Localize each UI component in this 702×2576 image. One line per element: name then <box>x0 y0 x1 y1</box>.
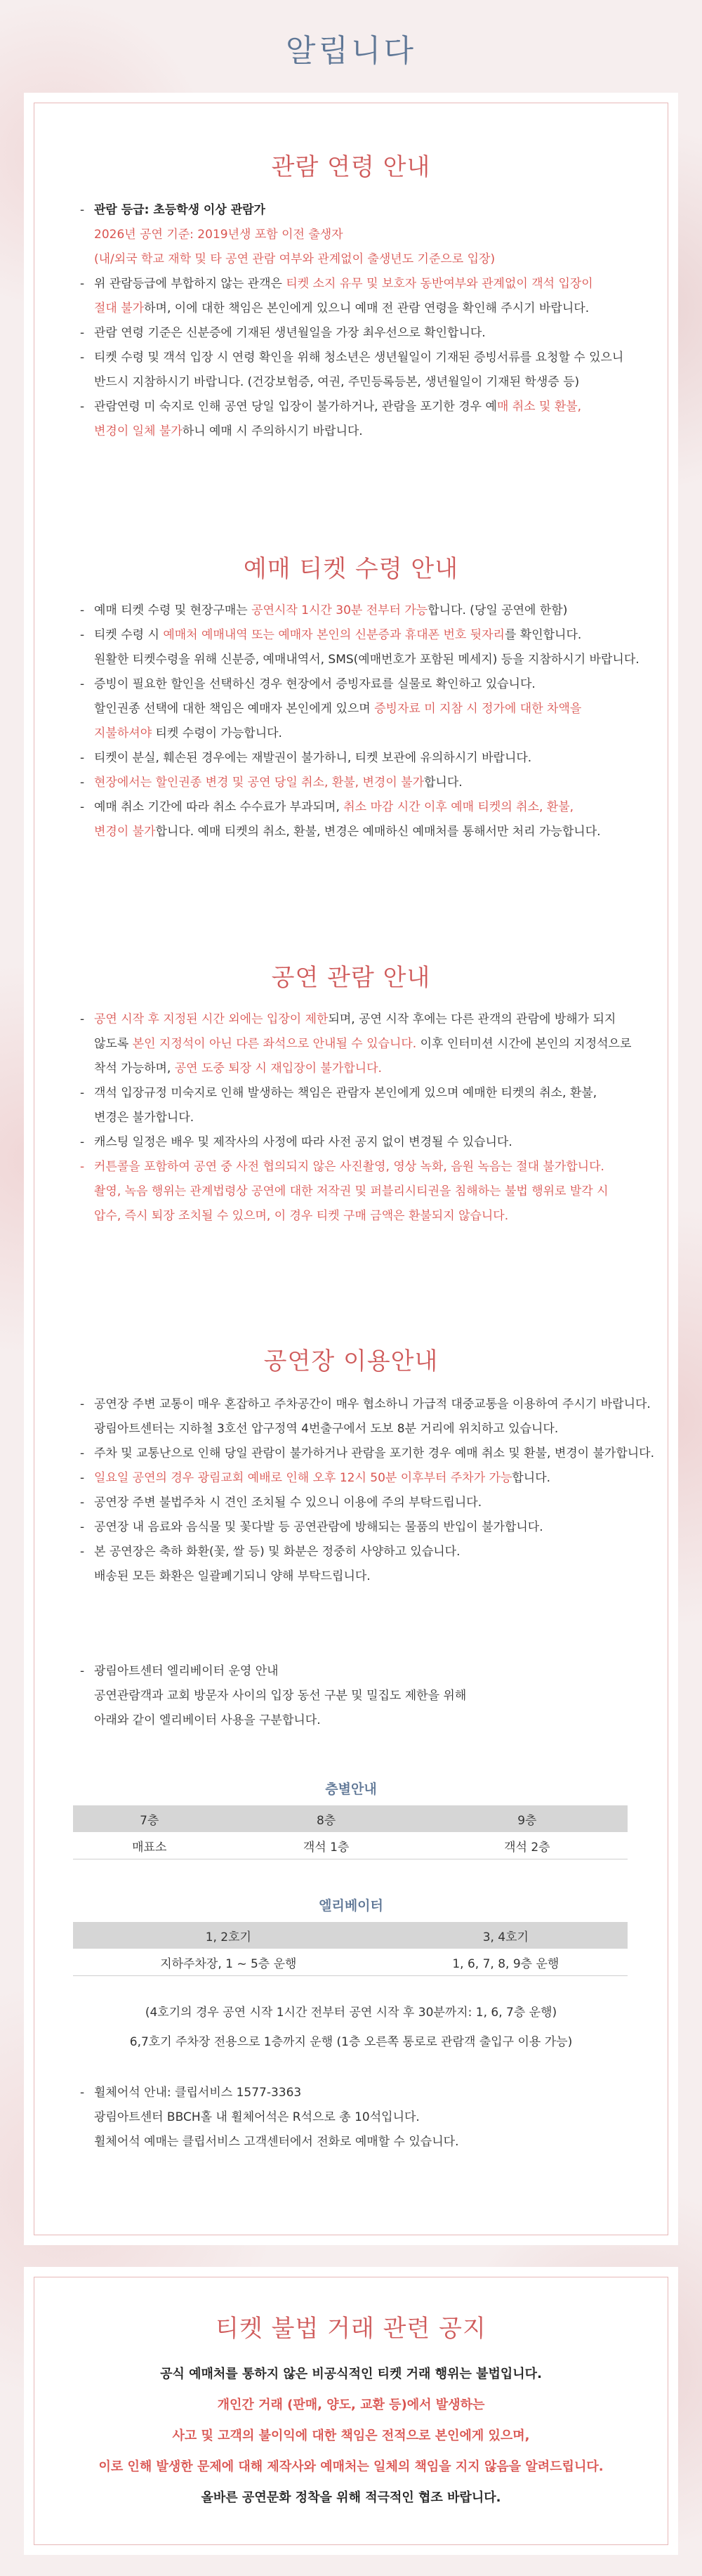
elevator-table <box>73 1922 628 1976</box>
table-header: 1, 2호기 <box>73 1922 384 1949</box>
list-item: - 티켓 수령 시 예매처 예매내역 또는 예매자 본인의 신분증과 휴대폰 번호 뒷자리를 확인합니다. <box>80 623 670 648</box>
list-item: 변경은 불가합니다. <box>94 1111 194 1125</box>
page-title: 알립니다 <box>285 33 416 69</box>
table-cell: 지하주차장, 1 ~ 5층 운행 <box>73 1949 384 1976</box>
list-item: - 위 관람등급에 부합하지 않는 관객은 티켓 소지 유무 및 보호자 동반여부와 관계없이 객석 입장이 <box>80 272 670 296</box>
list-item: 공연관람객과 교회 방문자 사이의 입장 동선 구분 및 밀집도 제한을 위해 <box>94 1689 467 1703</box>
list-item: - 공연장 주변 교통이 매우 혼잡하고 주차공간이 매우 협소하니 가급적 대중교통을 이용하여 주시기 바랍니다. <box>80 1392 670 1417</box>
notice-title: 티켓 불법 거래 관련 공지 <box>216 2315 486 2343</box>
list-item: 촬영, 녹음 행위는 관계법령상 공연에 대한 저작권 및 퍼블리시티권을 침해하는 불법 행위로 발각 시 <box>94 1184 609 1198</box>
elevator-note: (4호기의 경우 공연 시작 1시간 전부터 공연 시작 후 30분까지: 1, 6, 7층 운행) <box>145 2006 557 2020</box>
list-item: 절대 불가하며, 이에 대한 책임은 본인에게 있으니 예매 전 관람 연령을 확인해 주시기 바랍니다. <box>94 301 590 315</box>
table-row <box>73 1832 628 1859</box>
elevator-title: 엘리베이터 <box>319 1898 383 1914</box>
viewing-section-title: 공연 관람 안내 <box>271 964 431 992</box>
age-list <box>80 198 670 444</box>
list-item: - 커튼콜을 포함하여 공연 중 사전 협의되지 않은 사진촬영, 영상 녹화, 음원 녹음는 절대 불가합니다. <box>80 1155 670 1179</box>
list-item: 변경이 불가합니다. 예매 티켓의 취소, 환불, 변경은 예매하신 예매처를 통해서만 처리 가능합니다. <box>94 825 601 839</box>
list-item: 아래와 같이 엘리베이터 사용을 구분합니다. <box>94 1713 321 1727</box>
wheelchair-list <box>80 2081 670 2155</box>
notice-line: 개인간 거래 (판매, 양도, 교환 등)에서 발생하는 <box>217 2398 485 2412</box>
viewing-list <box>80 1007 670 1229</box>
table-header: 9층 <box>427 1805 628 1832</box>
list-item: - 공연장 내 음료와 음식물 및 꽃다발 등 공연관람에 방해되는 물품의 반입이 불가합니다. <box>80 1515 670 1540</box>
illegal-trade-notice-card <box>24 2267 678 2555</box>
floor-guide-table <box>73 1805 628 1859</box>
table-header: 7층 <box>73 1805 225 1832</box>
floor-guide-title: 층별안내 <box>325 1781 377 1797</box>
list-item: - 관람 연령 기준은 신분증에 기재된 생년월일을 가장 최우선으로 확인합니다. <box>80 321 670 346</box>
elevator-note: 6,7호기 주차장 전용으로 1층까지 운행 (1층 오른쪽 통로로 관람객 출입구 이용 가능) <box>129 2035 573 2049</box>
list-item: 광림아트센터 BBCH홀 내 휠체어석은 R석으로 총 10석입니다. <box>94 2110 420 2124</box>
list-item: 착석 가능하며, 공연 도중 퇴장 시 재입장이 불가합니다. <box>94 1061 382 1075</box>
table-cell: 객석 2층 <box>427 1832 628 1859</box>
list-item: - 광림아트센터 엘리베이터 운영 안내 <box>80 1659 670 1684</box>
main-notice-card <box>24 93 678 2245</box>
table-cell: 매표소 <box>73 1832 225 1859</box>
list-item: 휠체어석 예매는 클립서비스 고객센터에서 전화로 예매할 수 있습니다. <box>94 2135 459 2149</box>
list-item: - 예매 취소 기간에 따라 취소 수수료가 부과되며, 취소 마감 시간 이후 예매 티켓의 취소, 환불, <box>80 795 670 820</box>
list-item: - 현장에서는 할인권종 변경 및 공연 당일 취소, 환불, 변경이 불가합니다. <box>80 771 670 795</box>
list-item: 할인권종 선택에 대한 책임은 예매자 본인에게 있으며 증빙자료 미 지참 시 정가에 대한 차액을 <box>94 702 582 716</box>
table-row <box>73 1949 628 1976</box>
list-item: 지불하셔야 티켓 수령이 가능합니다. <box>94 726 282 740</box>
venue-section-title: 공연장 이용안내 <box>263 1347 439 1375</box>
elevator-info-list <box>80 1659 670 1733</box>
notice-line: 공식 예매처를 통하지 않은 비공식적인 티켓 거래 행위는 불법입니다. <box>160 2367 542 2381</box>
ticket-section-title: 예매 티켓 수령 안내 <box>243 555 459 583</box>
list-item: (내/외국 학교 재학 및 타 공연 관람 여부와 관계없이 출생년도 기준으로 입장) <box>94 252 496 266</box>
notice-line: 이로 인해 발생한 문제에 대해 제작사와 예매처는 일체의 책임을 지지 않음을 알려드립니다. <box>98 2459 604 2474</box>
list-item: 2026년 공연 기준: 2019년생 포함 이전 출생자 <box>94 228 343 242</box>
list-item: - 증빙이 필요한 할인을 선택하신 경우 현장에서 증빙자료를 실물로 확인하고 있습니다. <box>80 672 670 697</box>
age-section-title: 관람 연령 안내 <box>271 153 431 181</box>
list-item: 변경이 일체 불가하니 예매 시 주의하시기 바랍니다. <box>94 424 363 438</box>
list-item: - 일요일 공연의 경우 광림교회 예배로 인해 오후 12시 50분 이후부터 주차가 가능합니다. <box>80 1466 670 1491</box>
list-item: - 티켓이 분실, 훼손된 경우에는 재발권이 불가하니, 티켓 보관에 유의하시기 바랍니다. <box>80 746 670 771</box>
list-item: 반드시 지참하시기 바랍니다. (건강보험증, 여권, 주민등록등본, 생년월일이 기재된 학생증 등) <box>94 375 580 389</box>
list-item: - 객석 입장규정 미숙지로 인해 발생하는 책임은 관람자 본인에게 있으며 예매한 티켓의 취소, 환불, <box>80 1081 670 1106</box>
table-cell: 객석 1층 <box>225 1832 426 1859</box>
notice-line: 사고 및 고객의 불이익에 대한 책임은 전적으로 본인에게 있으며, <box>172 2428 530 2443</box>
list-item: - 관람 등급: 초등학생 이상 관람가 <box>80 198 670 223</box>
venue-list <box>80 1392 670 1589</box>
list-item: - 캐스팅 일정은 배우 및 제작사의 사정에 따라 사전 공지 없이 변경될 수 있습니다. <box>80 1130 670 1155</box>
list-item: - 티켓 수령 및 객석 입장 시 연령 확인을 위해 청소년은 생년월일이 기재된 증빙서류를 요청할 수 있으니 <box>80 346 670 370</box>
table-header: 8층 <box>225 1805 426 1832</box>
list-item: - 휠체어석 안내: 클립서비스 1577-3363 <box>80 2081 670 2105</box>
list-item: - 관람연령 미 숙지로 인해 공연 당일 입장이 불가하거나, 관람을 포기한 경우 예매 취소 및 환불, <box>80 395 670 419</box>
notice-line: 올바른 공연문화 정착을 위해 적극적인 협조 바랍니다. <box>201 2490 501 2505</box>
list-item: - 주차 및 교통난으로 인해 당일 관람이 불가하거나 관람을 포기한 경우 예매 취소 및 환불, 변경이 불가합니다. <box>80 1441 670 1466</box>
ticket-list <box>80 599 670 844</box>
list-item: - 공연장 주변 불법주차 시 견인 조치될 수 있으니 이용에 주의 부탁드립니다. <box>80 1491 670 1515</box>
list-item: 광림아트센터는 지하철 3호선 압구정역 4번출구에서 도보 8분 거리에 위치하고 있습니다. <box>94 1422 559 1436</box>
list-item: 배송된 모든 화환은 일괄폐기되니 양해 부탁드립니다. <box>94 1569 371 1583</box>
list-item: - 공연 시작 후 지정된 시간 외에는 입장이 제한되며, 공연 시작 후에는 다른 관객의 관람에 방해가 되지 <box>80 1007 670 1032</box>
list-item: 원활한 티켓수령을 위해 신분증, 예매내역서, SMS(예매번호가 포함된 메세지) 등을 지참하시기 바랍니다. <box>94 653 640 667</box>
table-cell: 1, 6, 7, 8, 9층 운행 <box>384 1949 628 1976</box>
list-item: 압수, 즉시 퇴장 조치될 수 있으며, 이 경우 티켓 구매 금액은 환불되지 않습니다. <box>94 1209 509 1223</box>
table-header: 3, 4호기 <box>384 1922 628 1949</box>
list-item: - 예매 티켓 수령 및 현장구매는 공연시작 1시간 30분 전부터 가능합니다. (당일 공연에 한함) <box>80 599 670 623</box>
list-item: 않도록 본인 지정석이 아닌 다른 좌석으로 안내될 수 있습니다. 이후 인터미션 시간에 본인의 지정석으로 <box>94 1037 632 1051</box>
list-item: - 본 공연장은 축하 화환(꽃, 쌀 등) 및 화분은 정중히 사양하고 있습니다. <box>80 1540 670 1564</box>
